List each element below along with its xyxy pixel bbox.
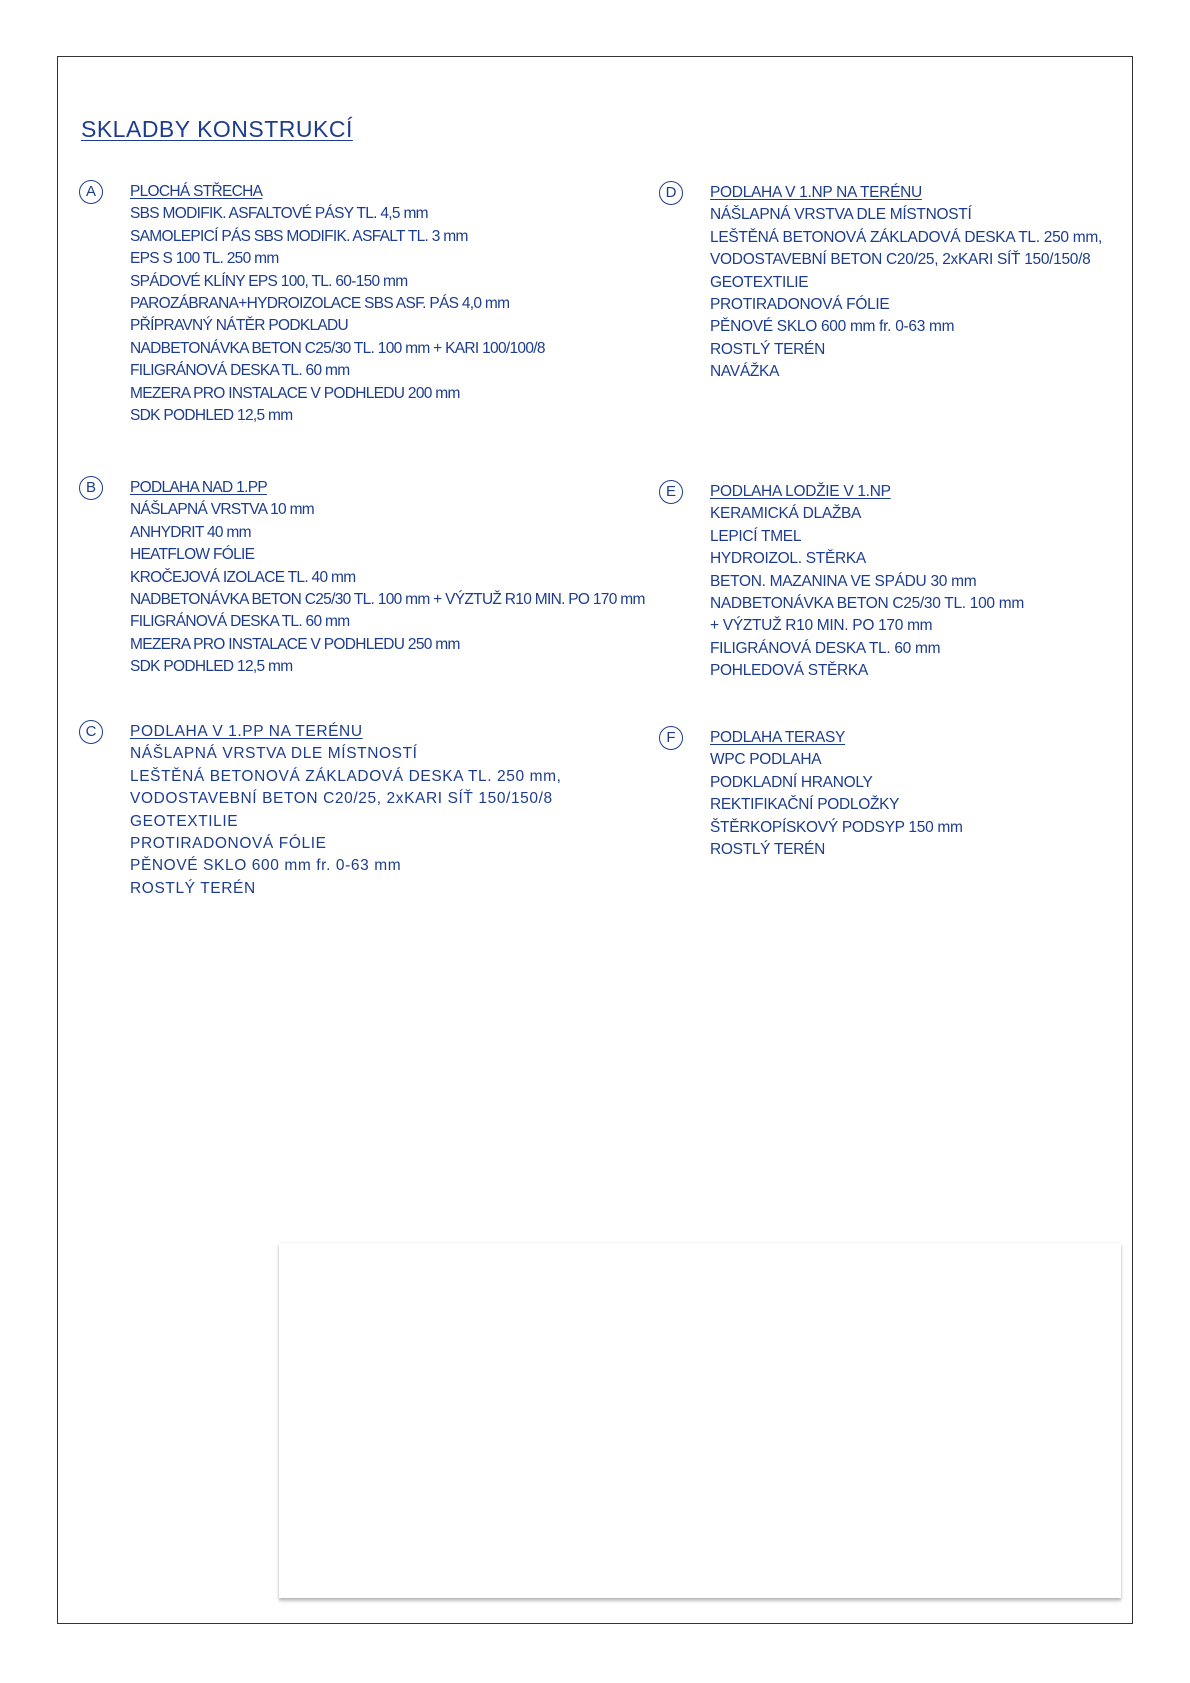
layer-item: EPS S 100 TL. 250 mm (130, 250, 279, 268)
section-letter-icon: D (659, 181, 683, 205)
layer-item: HEATFLOW FÓLIE (130, 546, 255, 564)
layer-item: FILIGRÁNOVÁ DESKA TL. 60 mm (130, 362, 350, 380)
layer-item: ROSTLÝ TERÉN (710, 340, 825, 358)
layer-item: KROČEJOVÁ IZOLACE TL. 40 mm (130, 568, 356, 586)
layer-item: REKTIFIKAČNÍ PODLOŽKY (710, 796, 900, 814)
layer-item: PŘÍPRAVNÝ NÁTĚR PODKLADU (130, 317, 349, 335)
layer-item: PAROZÁBRANA+HYDROIZOLACE SBS ASF. PÁS 4,0 mm (130, 294, 510, 312)
layer-item: MEZERA PRO INSTALACE V PODHLEDU 200 mm (130, 384, 460, 402)
section-letter-icon: B (79, 476, 103, 500)
layer-item: PROTIRADONOVÁ FÓLIE (710, 295, 890, 313)
layer-item: MEZERA PRO INSTALACE V PODHLEDU 250 mm (130, 635, 460, 653)
layer-item: GEOTEXTILIE (130, 812, 239, 830)
layer-item: GEOTEXTILIE (710, 273, 809, 291)
layer-item: FILIGRÁNOVÁ DESKA TL. 60 mm (130, 613, 350, 631)
section-b (85, 477, 645, 679)
layer-item: KERAMICKÁ DLAŽBA (710, 505, 862, 523)
layer-item: LEŠTĚNÁ BETONOVÁ ZÁKLADOVÁ DESKA TL. 250 mm, (710, 228, 1102, 246)
layer-item: NADBETONÁVKA BETON C25/30 TL. 100 mm + VÝZTUŽ R10 MIN. PO 170 mm (130, 590, 645, 608)
layer-item: ANHYDRIT 40 mm (130, 523, 251, 541)
layer-item: ROSTLÝ TERÉN (130, 879, 256, 897)
layer-item: SDK PODHLED 12,5 mm (130, 406, 293, 424)
layer-item: LEPICÍ TMEL (710, 527, 802, 545)
section-d (665, 182, 1102, 384)
layer-item: NÁŠLAPNÁ VRSTVA DLE MÍSTNOSTÍ (130, 745, 418, 763)
layer-item: NADBETONÁVKA BETON C25/30 TL. 100 mm + KARI 100/100/8 (130, 339, 545, 357)
layer-item: NADBETONÁVKA BETON C25/30 TL. 100 mm (710, 594, 1024, 612)
section-letter-icon: F (659, 726, 683, 750)
layer-item: PĚNOVÉ SKLO 600 mm fr. 0-63 mm (710, 318, 955, 336)
layer-item: NÁŠLAPNÁ VRSTVA DLE MÍSTNOSTÍ (710, 206, 972, 224)
section-heading: PODLAHA TERASY (710, 729, 846, 746)
layer-item: FILIGRÁNOVÁ DESKA TL. 60 mm (710, 639, 941, 657)
layer-item: WPC PODLAHA (710, 751, 822, 769)
layer-item: LEŠTĚNÁ BETONOVÁ ZÁKLADOVÁ DESKA TL. 250 mm, (130, 767, 562, 785)
section-a (85, 181, 545, 427)
layer-item: SPÁDOVÉ KLÍNY EPS 100, TL. 60-150 mm (130, 272, 408, 290)
layer-item: NÁŠLAPNÁ VRSTVA 10 mm (130, 501, 314, 519)
section-c (85, 721, 562, 900)
section-heading: PLOCHÁ STŘECHA (130, 183, 263, 200)
section-f (666, 727, 963, 861)
layer-item: BETON. MAZANINA VE SPÁDU 30 mm (710, 572, 977, 590)
layer-item: SDK PODHLED 12,5 mm (130, 658, 293, 676)
layer-item: VODOSTAVEBNÍ BETON C20/25, 2xKARI SÍŤ 150/150/8 (130, 790, 553, 808)
layer-item: SAMOLEPICÍ PÁS SBS MODIFIK. ASFALT TL. 3 mm (130, 227, 468, 245)
layer-item: ROSTLÝ TERÉN (710, 840, 825, 858)
layer-item: HYDROIZOL. STĚRKA (710, 550, 866, 568)
embedded-panel (279, 1243, 1121, 1598)
section-letter-icon: E (659, 480, 683, 504)
layer-item: PODKLADNÍ HRANOLY (710, 773, 873, 791)
layer-item: PĚNOVÉ SKLO 600 mm fr. 0-63 mm (130, 857, 402, 875)
section-heading: PODLAHA V 1.NP NA TERÉNU (710, 184, 922, 201)
layer-item: NAVÁŽKA (710, 363, 780, 381)
layer-item: + VÝZTUŽ R10 MIN. PO 170 mm (710, 617, 933, 635)
layer-item: PROTIRADONOVÁ FÓLIE (130, 834, 327, 852)
section-e (665, 481, 1024, 683)
section-heading: PODLAHA NAD 1.PP (130, 479, 267, 496)
layer-item: POHLEDOVÁ STĚRKA (710, 662, 868, 680)
section-letter-icon: A (79, 180, 103, 204)
layer-item: VODOSTAVEBNÍ BETON C20/25, 2xKARI SÍŤ 150/150/8 (710, 251, 1091, 269)
section-letter-icon: C (79, 720, 103, 744)
section-heading: PODLAHA V 1.PP NA TERÉNU (130, 723, 363, 740)
layer-item: SBS MODIFIK. ASFALTOVÉ PÁSY TL. 4,5 mm (130, 205, 428, 223)
section-heading: PODLAHA LODŽIE V 1.NP (710, 483, 891, 500)
layer-item: ŠTĚRKOPÍSKOVÝ PODSYP 150 mm (710, 818, 963, 836)
page-title: SKLADBY KONSTRUKCÍ (81, 116, 353, 142)
